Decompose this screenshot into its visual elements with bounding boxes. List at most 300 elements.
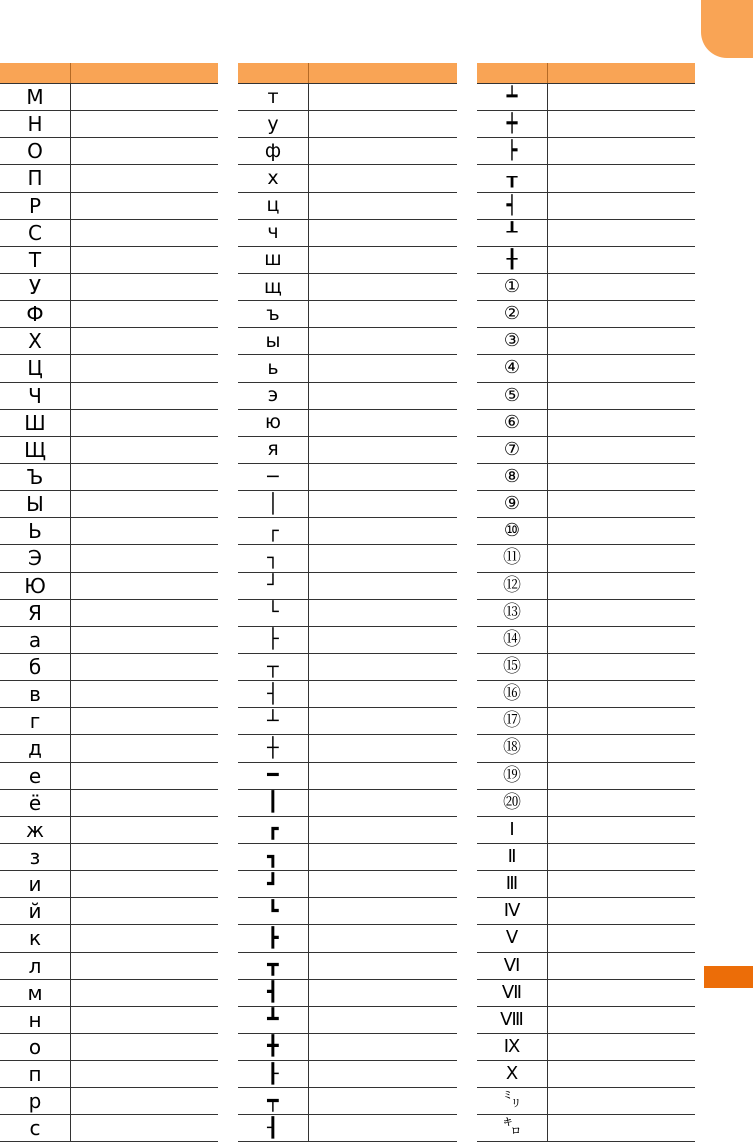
table-row [0, 518, 218, 545]
table-row [477, 1034, 695, 1061]
description-cell [309, 925, 457, 951]
description-cell [71, 871, 218, 897]
character-cell: ┬ [238, 654, 309, 680]
description-cell [309, 790, 457, 816]
character-cell: ы [238, 328, 309, 354]
table-row [238, 410, 457, 437]
table-row [238, 301, 457, 328]
description-cell [309, 383, 457, 409]
table-row [477, 301, 695, 328]
description-cell [548, 681, 695, 707]
table-row [477, 545, 695, 572]
table-row [477, 138, 695, 165]
table-row [477, 763, 695, 790]
character-cell: ② [477, 301, 548, 327]
table-row [477, 410, 695, 437]
table-row [238, 844, 457, 871]
character-cell: Н [0, 111, 71, 137]
character-cell: г [0, 708, 71, 734]
table-row [238, 980, 457, 1007]
description-cell [309, 681, 457, 707]
table-row [477, 844, 695, 871]
character-cell: ├ [238, 627, 309, 653]
header-cell-description [548, 63, 695, 83]
description-cell [309, 1115, 457, 1141]
description-cell [548, 898, 695, 924]
table-row [238, 654, 457, 681]
character-cell: ─ [238, 464, 309, 490]
character-cell: ┯ [238, 1088, 309, 1114]
table-row [477, 1061, 695, 1088]
description-cell [309, 763, 457, 789]
table-row [238, 138, 457, 165]
table-row [0, 220, 218, 247]
table-row [238, 518, 457, 545]
description-cell [71, 925, 218, 951]
character-cell: ━ [238, 763, 309, 789]
description-cell [71, 518, 218, 544]
table-row [0, 1034, 218, 1061]
description-cell [309, 627, 457, 653]
table-row [238, 247, 457, 274]
description-cell [548, 980, 695, 1006]
character-cell: к [0, 925, 71, 951]
description-cell [309, 1061, 457, 1087]
character-cell: └ [238, 600, 309, 626]
character-cell: Х [0, 328, 71, 354]
table-row [0, 1061, 218, 1088]
character-cell: ┸ [477, 220, 548, 246]
description-cell [548, 84, 695, 110]
description-cell [548, 735, 695, 761]
description-cell [548, 355, 695, 381]
table-row [477, 383, 695, 410]
table-row [0, 817, 218, 844]
description-cell [309, 437, 457, 463]
character-cell: Р [0, 193, 71, 219]
table-row [0, 627, 218, 654]
character-cell: з [0, 844, 71, 870]
description-cell [548, 274, 695, 300]
table-row [238, 193, 457, 220]
character-cell: щ [238, 274, 309, 300]
description-cell [309, 600, 457, 626]
description-cell [309, 735, 457, 761]
description-cell [548, 953, 695, 979]
table-row [477, 1115, 695, 1142]
character-cell: ⑱ [477, 735, 548, 761]
description-cell [548, 1115, 695, 1141]
character-cell: ⑪ [477, 545, 548, 571]
table-row [477, 681, 695, 708]
table-row [0, 844, 218, 871]
description-cell [309, 1007, 457, 1033]
table-row [0, 898, 218, 925]
character-table-2 [238, 63, 457, 1142]
table-header [0, 63, 218, 84]
table-row [477, 790, 695, 817]
description-cell [548, 491, 695, 517]
table-row [477, 600, 695, 627]
table-row [0, 953, 218, 980]
table-row [477, 328, 695, 355]
table-row [477, 518, 695, 545]
table-row [477, 193, 695, 220]
description-cell [71, 681, 218, 707]
description-cell [309, 84, 457, 110]
description-cell [71, 84, 218, 110]
character-cell: │ [238, 491, 309, 517]
character-cell: я [238, 437, 309, 463]
character-cell: ③ [477, 328, 548, 354]
description-cell [548, 600, 695, 626]
character-cell: й [0, 898, 71, 924]
description-cell [71, 654, 218, 680]
description-cell [309, 328, 457, 354]
description-cell [71, 763, 218, 789]
description-cell [548, 383, 695, 409]
table-row [0, 708, 218, 735]
description-cell [71, 545, 218, 571]
table-row [477, 871, 695, 898]
character-cell: Ⅳ [477, 898, 548, 924]
description-cell [71, 627, 218, 653]
header-cell-symbol [0, 63, 71, 83]
table-row [238, 898, 457, 925]
description-cell [71, 735, 218, 761]
character-cell: е [0, 763, 71, 789]
description-cell [71, 844, 218, 870]
character-cell: Щ [0, 437, 71, 463]
table-row [0, 1007, 218, 1034]
character-cell: х [238, 165, 309, 191]
header-cell-symbol [238, 63, 309, 83]
description-cell [309, 138, 457, 164]
character-cell: с [0, 1115, 71, 1141]
table-row [238, 1007, 457, 1034]
character-cell: ъ [238, 301, 309, 327]
description-cell [548, 193, 695, 219]
description-cell [309, 573, 457, 599]
description-cell [309, 1034, 457, 1060]
character-cell: ① [477, 274, 548, 300]
description-cell [71, 355, 218, 381]
table-row [238, 437, 457, 464]
character-cell: ┻ [238, 1007, 309, 1033]
table-row [477, 274, 695, 301]
character-cell: н [0, 1007, 71, 1033]
description-cell [309, 518, 457, 544]
character-cell: ⑨ [477, 491, 548, 517]
description-cell [548, 708, 695, 734]
character-cell: ⑲ [477, 763, 548, 789]
description-cell [309, 545, 457, 571]
table-row [0, 980, 218, 1007]
table-row [477, 220, 695, 247]
character-cell: С [0, 220, 71, 246]
table-row [477, 355, 695, 382]
description-cell [548, 1034, 695, 1060]
description-cell [71, 328, 218, 354]
character-cell: Я [0, 600, 71, 626]
character-cell: ш [238, 247, 309, 273]
character-cell: Ⅹ [477, 1061, 548, 1087]
description-cell [71, 111, 218, 137]
character-cell: в [0, 681, 71, 707]
description-cell [309, 708, 457, 734]
description-cell [71, 274, 218, 300]
character-cell: ┨ [238, 1115, 309, 1141]
character-cell: Ф [0, 301, 71, 327]
character-cell: ┘ [238, 573, 309, 599]
description-cell [548, 925, 695, 951]
character-cell: ┏ [238, 817, 309, 843]
character-cell: Ю [0, 573, 71, 599]
table-row [477, 437, 695, 464]
description-cell [548, 437, 695, 463]
character-cell: ⑬ [477, 600, 548, 626]
character-cell: ┫ [238, 980, 309, 1006]
character-cell: ┼ [238, 735, 309, 761]
table-row [238, 1034, 457, 1061]
table-row [238, 1115, 457, 1142]
description-cell [309, 274, 457, 300]
description-cell [71, 708, 218, 734]
character-cell: и [0, 871, 71, 897]
description-cell [548, 545, 695, 571]
table-row [477, 735, 695, 762]
character-cell: ┃ [238, 790, 309, 816]
header-cell-symbol [477, 63, 548, 83]
table-row [477, 1088, 695, 1115]
character-cell: Ⅶ [477, 980, 548, 1006]
table-row [0, 464, 218, 491]
table-row [238, 84, 457, 111]
character-cell: б [0, 654, 71, 680]
description-cell [71, 138, 218, 164]
table-row [0, 355, 218, 382]
description-cell [548, 763, 695, 789]
character-cell: ④ [477, 355, 548, 381]
table-row [0, 138, 218, 165]
table-header [238, 63, 457, 84]
table-row [238, 871, 457, 898]
description-cell [71, 1115, 218, 1141]
table-row [0, 383, 218, 410]
character-cell: ┰ [477, 165, 548, 191]
description-cell [548, 518, 695, 544]
character-cell: Ъ [0, 464, 71, 490]
character-cell: д [0, 735, 71, 761]
table-row [238, 573, 457, 600]
character-cell: ь [238, 355, 309, 381]
header-cell-description [309, 63, 457, 83]
description-cell [548, 844, 695, 870]
character-cell: ж [0, 817, 71, 843]
table-row [238, 925, 457, 952]
description-cell [71, 1088, 218, 1114]
character-table-1 [0, 63, 218, 1142]
table-row [477, 573, 695, 600]
description-cell [548, 627, 695, 653]
table-row [477, 1007, 695, 1034]
table-row [477, 84, 695, 111]
description-cell [548, 111, 695, 137]
description-cell [71, 410, 218, 436]
character-cell: п [0, 1061, 71, 1087]
table-row [0, 1088, 218, 1115]
description-cell [309, 1088, 457, 1114]
description-cell [548, 410, 695, 436]
character-cell: П [0, 165, 71, 191]
header-cell-description [71, 63, 218, 83]
description-cell [548, 165, 695, 191]
table-row [238, 355, 457, 382]
character-cell: ⑦ [477, 437, 548, 463]
character-cell: ┌ [238, 518, 309, 544]
character-cell: ㍉ [477, 1088, 548, 1114]
character-cell: ┳ [238, 953, 309, 979]
character-cell: Ⅱ [477, 844, 548, 870]
table-row [238, 817, 457, 844]
table-header [477, 63, 695, 84]
table-row [238, 600, 457, 627]
description-cell [309, 980, 457, 1006]
table-row [0, 111, 218, 138]
table-row [0, 410, 218, 437]
table-row [238, 763, 457, 790]
description-cell [309, 817, 457, 843]
description-cell [548, 328, 695, 354]
character-cell: ⑳ [477, 790, 548, 816]
description-cell [548, 220, 695, 246]
description-cell [309, 844, 457, 870]
table-row [238, 274, 457, 301]
table-row [477, 708, 695, 735]
table-row [238, 790, 457, 817]
character-cell: т [238, 84, 309, 110]
table-row [0, 573, 218, 600]
character-cell: ф [238, 138, 309, 164]
description-cell [71, 898, 218, 924]
table-row [0, 165, 218, 192]
character-cell: У [0, 274, 71, 300]
character-cell: л [0, 953, 71, 979]
table-row [477, 980, 695, 1007]
character-cell: ⑩ [477, 518, 548, 544]
description-cell [71, 165, 218, 191]
description-cell [71, 491, 218, 517]
description-cell [309, 654, 457, 680]
description-cell [71, 220, 218, 246]
table-row [238, 1061, 457, 1088]
character-cell: а [0, 627, 71, 653]
table-row [238, 953, 457, 980]
character-cell: Ⅷ [477, 1007, 548, 1033]
character-cell: ┓ [238, 844, 309, 870]
table-row [477, 654, 695, 681]
table-row [477, 165, 695, 192]
description-cell [71, 1034, 218, 1060]
section-corner-tab [701, 0, 753, 58]
character-cell: ┗ [238, 898, 309, 924]
description-cell [71, 193, 218, 219]
character-cell: ⑮ [477, 654, 548, 680]
description-cell [71, 1007, 218, 1033]
character-cell: ⑰ [477, 708, 548, 734]
description-cell [548, 1007, 695, 1033]
character-cell: Ы [0, 491, 71, 517]
character-cell: ⑥ [477, 410, 548, 436]
description-cell [71, 817, 218, 843]
description-cell [309, 220, 457, 246]
table-row [238, 1088, 457, 1115]
character-cell: ц [238, 193, 309, 219]
table-row [238, 328, 457, 355]
table-row [477, 111, 695, 138]
table-row [477, 817, 695, 844]
description-cell [309, 165, 457, 191]
description-cell [548, 790, 695, 816]
character-cell: Ⅸ [477, 1034, 548, 1060]
chapter-index-tab [704, 966, 753, 988]
description-cell [71, 383, 218, 409]
table-row [238, 464, 457, 491]
character-table-3 [477, 63, 695, 1142]
character-cell: ┝ [477, 138, 548, 164]
character-cell: р [0, 1088, 71, 1114]
table-row [238, 491, 457, 518]
description-cell [71, 1061, 218, 1087]
description-cell [548, 464, 695, 490]
table-row [0, 925, 218, 952]
character-cell: ⑧ [477, 464, 548, 490]
description-cell [548, 1088, 695, 1114]
character-cell: Э [0, 545, 71, 571]
description-cell [71, 301, 218, 327]
description-cell [548, 301, 695, 327]
table-row [0, 491, 218, 518]
table-row [0, 274, 218, 301]
character-cell: ╋ [238, 1034, 309, 1060]
character-cell: Т [0, 247, 71, 273]
character-cell: Ⅲ [477, 871, 548, 897]
character-cell: ч [238, 220, 309, 246]
description-cell [71, 953, 218, 979]
table-row [238, 708, 457, 735]
table-row [0, 681, 218, 708]
character-cell: ┛ [238, 871, 309, 897]
character-cell: Ь [0, 518, 71, 544]
description-cell [309, 464, 457, 490]
character-cell: О [0, 138, 71, 164]
description-cell [548, 871, 695, 897]
character-cell: ┿ [477, 111, 548, 137]
table-row [477, 247, 695, 274]
description-cell [548, 138, 695, 164]
table-row [238, 111, 457, 138]
description-cell [309, 410, 457, 436]
character-cell: ⑤ [477, 383, 548, 409]
description-cell [309, 898, 457, 924]
table-row [477, 627, 695, 654]
character-cell: о [0, 1034, 71, 1060]
character-cell: ┠ [238, 1061, 309, 1087]
table-row [0, 1115, 218, 1142]
character-cell: ┴ [238, 708, 309, 734]
table-row [238, 681, 457, 708]
table-row [238, 165, 457, 192]
